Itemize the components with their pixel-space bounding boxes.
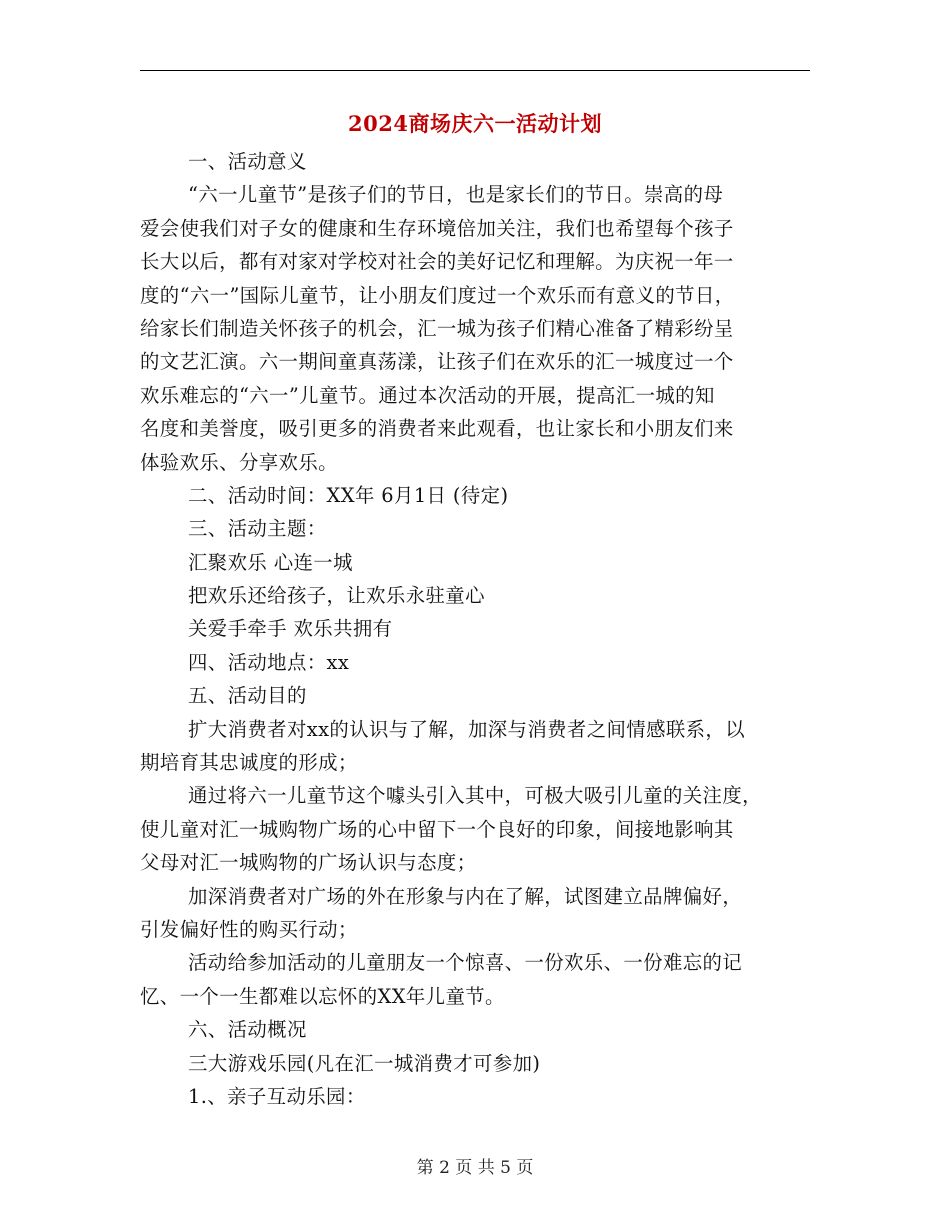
text-line: 一、活动意义 — [188, 150, 307, 173]
text-line: 汇聚欢乐 心连一城 — [188, 550, 353, 574]
text-line: 爱会使我们对子女的健康和生存环境倍加关注，我们也希望每个孩子 — [140, 216, 734, 240]
header-rule — [140, 70, 810, 71]
text-line: “六一儿童节”是孩子们的节日，也是家长们的节日。崇高的母 — [188, 183, 724, 207]
text-line: 1.、亲子互动乐园： — [188, 1084, 366, 1108]
text-line: 忆、一个一生都难以忘怀的XX年儿童节。 — [140, 984, 505, 1008]
text-line: 使儿童对汇一城购物广场的心中留下一个良好的印象，间接地影响其 — [140, 817, 734, 841]
text-line: 的文艺汇演。六一期间童真荡漾，让孩子们在欢乐的汇一城度过一个 — [140, 350, 734, 374]
text-line: 体验欢乐、分享欢乐。 — [140, 450, 338, 474]
text-line: 五、活动目的 — [188, 684, 307, 708]
text-line: 三、活动主题： — [188, 517, 327, 541]
text-line: 度的“六一”国际儿童节，让小朋友们度过一个欢乐而有意义的节日， — [140, 283, 735, 307]
document-title: 2024商场庆六一活动计划 — [348, 111, 602, 136]
text-line: 把欢乐还给孩子，让欢乐永驻童心 — [188, 584, 485, 608]
text-line: 期培育其忠诚度的形成； — [140, 751, 358, 775]
text-line: 关爱手牵手 欢乐共拥有 — [188, 617, 393, 641]
document-body — [140, 145, 810, 1113]
text-line: 名度和美誉度，吸引更多的消费者来此观看，也让家长和小朋友们来 — [140, 417, 734, 441]
text-line: 长大以后，都有对家对学校对社会的美好记忆和理解。为庆祝一年一 — [140, 250, 734, 274]
text-line: 二、活动时间：XX年 6月1日 (待定) — [188, 483, 509, 507]
text-line: 三大游戏乐园(凡在汇一城消费才可参加) — [188, 1051, 541, 1075]
text-line: 扩大消费者对xx的认识与了解，加深与消费者之间情感联系，以 — [188, 717, 746, 741]
text-line: 欢乐难忘的“六一”儿童节。通过本次活动的开展，提高汇一城的知 — [140, 383, 715, 407]
text-line: 活动给参加活动的儿童朋友一个惊喜、一份欢乐、一份难忘的记 — [188, 951, 743, 975]
page-footer: 第 2 页 共 5 页 — [416, 1158, 534, 1178]
text-line: 父母对汇一城购物的广场认识与态度； — [140, 851, 477, 875]
text-line: 通过将六一儿童节这个噱头引入其中，可极大吸引儿童的关注度， — [188, 784, 762, 808]
text-line: 四、活动地点：xx — [188, 650, 350, 674]
text-line: 六、活动概况 — [188, 1018, 307, 1042]
text-line: 给家长们制造关怀孩子的机会，汇一城为孩子们精心准备了精彩纷呈 — [140, 316, 734, 340]
text-line: 加深消费者对广场的外在形象与内在了解，试图建立品牌偏好， — [188, 884, 743, 908]
text-line: 引发偏好性的购买行动； — [140, 917, 358, 941]
